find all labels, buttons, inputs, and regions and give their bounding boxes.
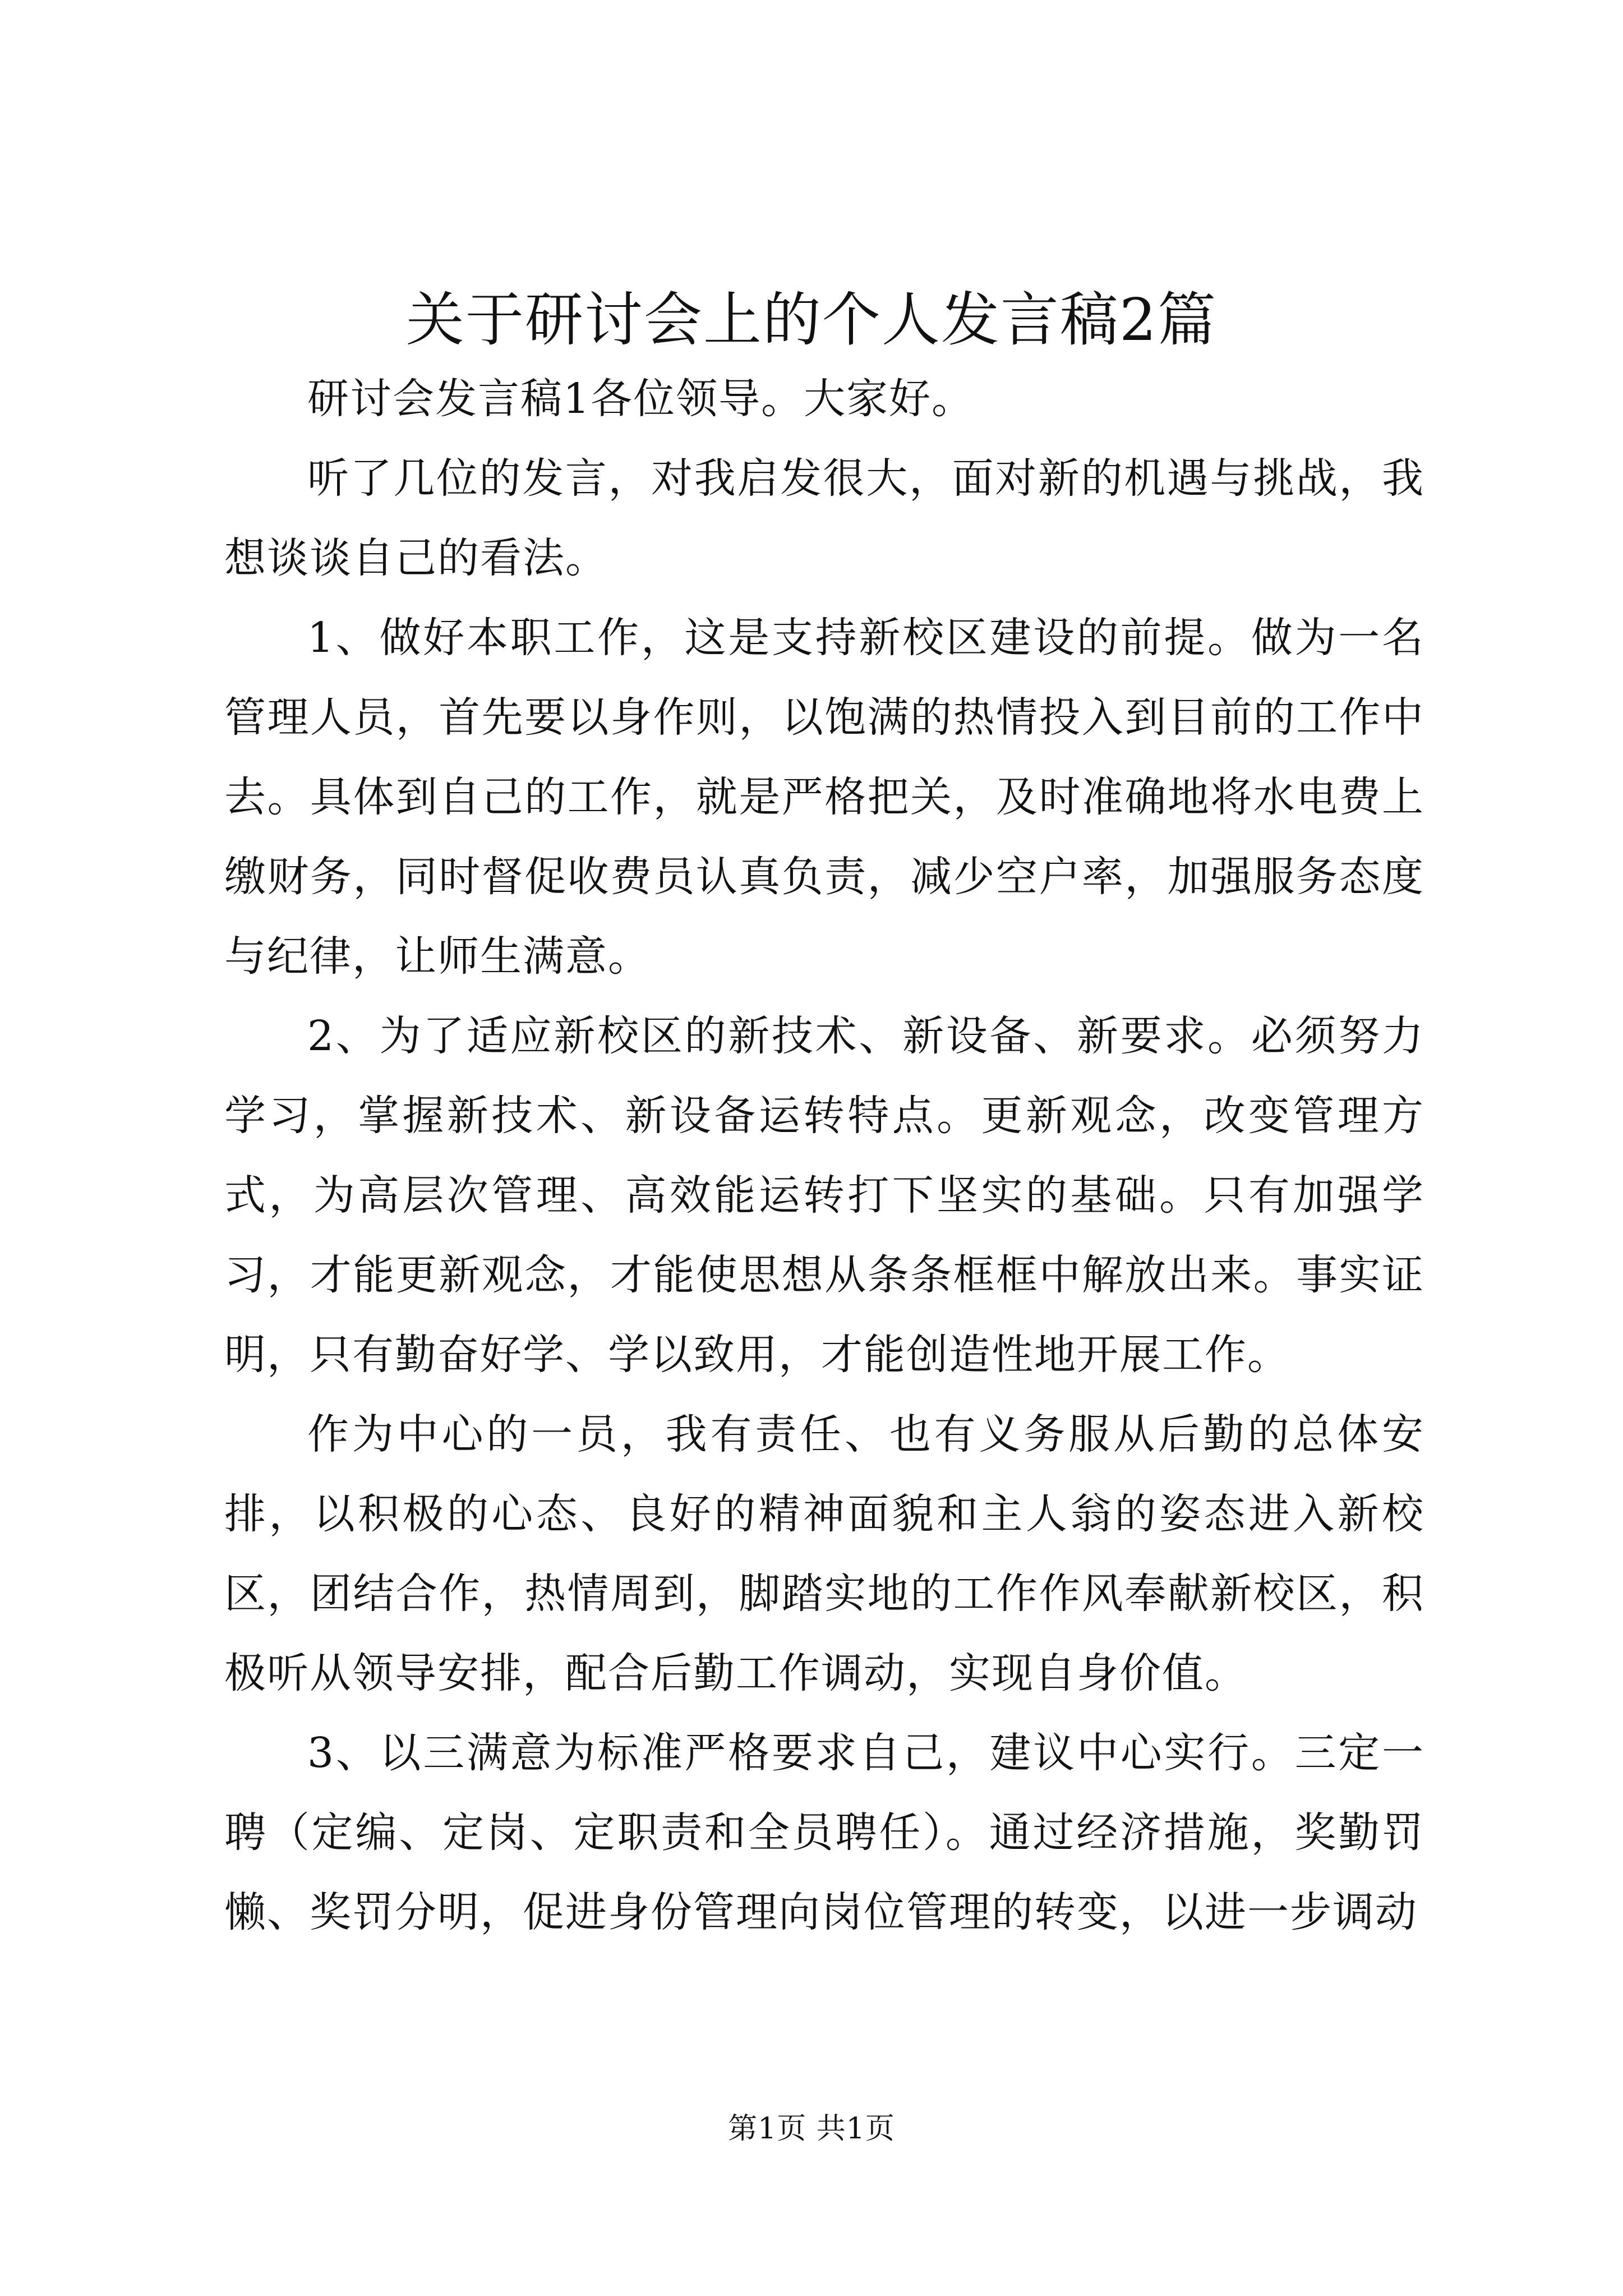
paragraph: 2、为了适应新校区的新技术、新设备、新要求。必须努力学习，掌握新技术、新设备运转特点。更新观念，改变管理方式，为高层次管理、高效能运转打下坚实的基础。只有加强学习，才能更新观念，才能使思想从条条框框中解放出来。事实证明，只有勤奋好学、学以致用，才能创造性地开展工作。 — [224, 1012, 1424, 1379]
document-title: 关于研讨会上的个人发言稿2篇 — [405, 286, 1218, 354]
paragraph: 3、以三满意为标准严格要求自己，建议中心实行。三定一聘（定编、定岗、定职责和全员聘任）。通过经济措施，奖勤罚懒、奖罚分明，促进身份管理向岗位管理的转变，以进一步调动 — [224, 1729, 1424, 1936]
page-number-footer: 第1页 共1页 — [728, 2112, 895, 2146]
paragraph: 作为中心的一员，我有责任、也有义务服从后勤的总体安排，以积极的心态、良好的精神面貌和主人翁的姿态进入新校区，团结合作，热情周到，脚踏实地的工作作风奉献新校区，积极听从领导安排，配合后勤工作调动，实现自身价值。 — [224, 1410, 1424, 1697]
paragraph: 1、做好本职工作，这是支持新校区建设的前提。做为一名管理人员，首先要以身作则，以饱满的热情投入到目前的工作中去。具体到自己的工作，就是严格把关，及时准确地将水电费上缴财务，同时督促收费员认真负责，减少空户率，加强服务态度与纪律，让师生满意。 — [224, 614, 1424, 981]
paragraph: 研讨会发言稿1各位领导。大家好。 — [307, 375, 975, 423]
document-body — [224, 359, 1424, 1952]
paragraph: 听了几位的发言，对我启发很大，面对新的机遇与挑战，我想谈谈自己的看法。 — [224, 454, 1424, 582]
